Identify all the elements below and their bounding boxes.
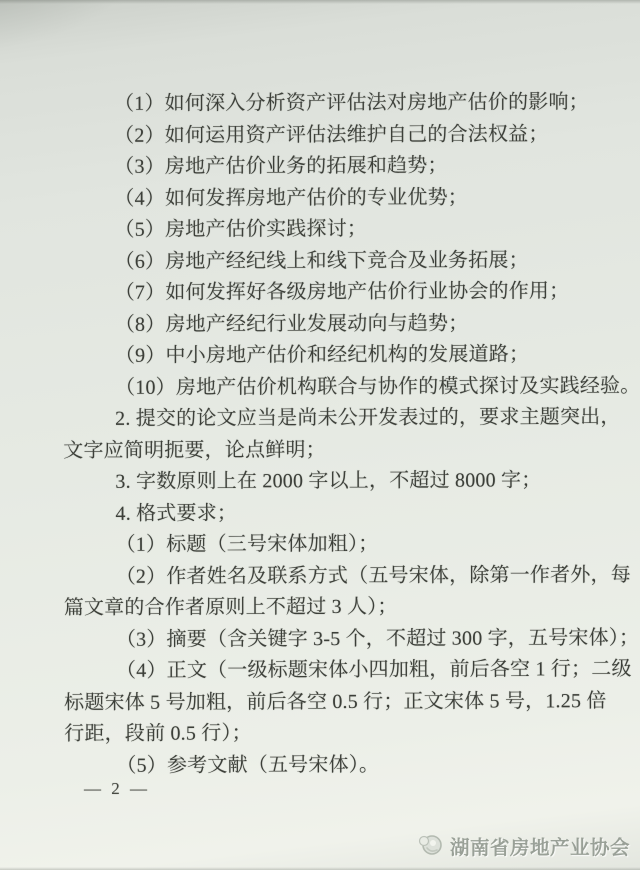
document-line: （2）如何运用资产评估法维护自己的合法权益； (114, 122, 549, 147)
document-line: （8）房地产经纪行业发展动向与趋势； (114, 312, 469, 336)
document-line: 3. 字数原则上在 2000 字以上，不超过 8000 字； (115, 469, 542, 493)
document-line: （5）房地产估价实践探讨； (114, 217, 368, 241)
document-line: （4）如何发挥房地产估价的专业优势； (114, 186, 469, 210)
document-line: （2）作者姓名及联系方式（五号宋体，除第一作者外，每 (115, 563, 631, 588)
watermark (415, 831, 630, 861)
association-name: 湖南省房地产业协会 (449, 837, 630, 859)
document-body (62, 87, 640, 782)
document-line: 行距，段前 0.5 行）； (64, 722, 252, 745)
document-line: （6）房地产经纪线上和线下竞合及业务拓展； (114, 248, 529, 273)
document-line: （4）正文（一级标题宋体小四加粗，前后各空 1 行；二级 (115, 658, 632, 682)
document-line: 4. 格式要求； (115, 501, 238, 525)
page-number: — 2 — (84, 779, 150, 798)
document-line: 篇文章的合作者原则上不超过 3 人）； (63, 595, 398, 619)
document-line: （7）如何发挥好各级房地产估价行业协会的作用； (114, 280, 570, 304)
document-line: （1）标题（三号宋体加粗）； (115, 532, 379, 556)
document-line: （9）中小房地产估价和经纪机构的发展道路； (114, 343, 530, 367)
document-line: （5）参考文献（五号宋体）。 (116, 753, 380, 777)
document-line: （3）房地产估价业务的拓展和趋势； (114, 154, 448, 178)
document-line: 2. 提交的论文应当是尚未公开发表过的，要求主题突出， (115, 406, 621, 430)
document-line: 文字应简明扼要，论点鲜明； (63, 438, 326, 462)
document-line: （1）如何深入分析资产评估法对房地产估价的影响； (114, 91, 589, 115)
document-line: 标题宋体 5 号加粗，前后各空 0.5 行；正文宋体 5 号，1.25 倍 (64, 689, 607, 714)
document-line: （3）摘要（含关键字 3-5 个，不超过 300 字，五号宋体）； (115, 626, 640, 651)
document-line: （10）房地产估价机构联合与协作的模式探讨及实践经验。 (115, 374, 640, 399)
association-logo-icon (415, 831, 445, 861)
